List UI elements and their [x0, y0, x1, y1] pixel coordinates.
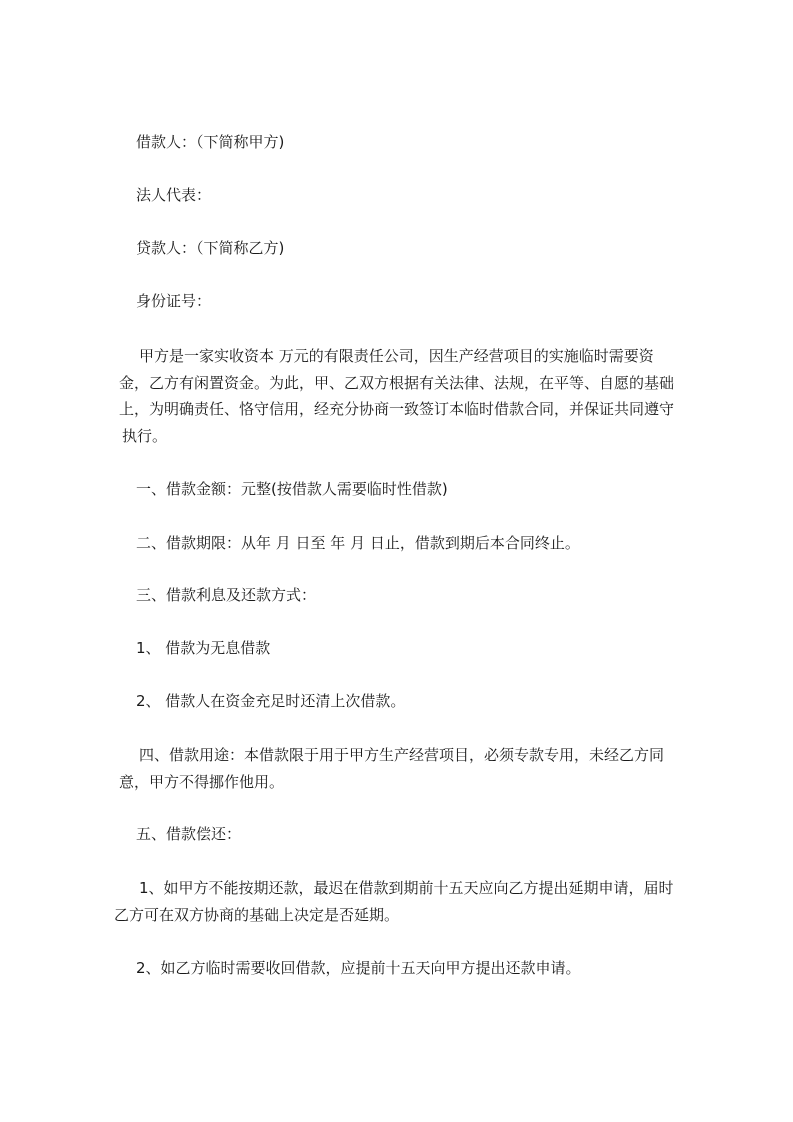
clause-interest-item-2: 2、 借款人在资金充足时还清上次借款。: [136, 692, 406, 710]
id-number-line: 身份证号：: [136, 292, 212, 310]
clause-purpose-line-1: 四、借款用途：本借款限于用于甲方生产经营项目，必须专款专用，未经乙方同: [139, 746, 665, 764]
intro-line-3: 上，为明确责任、恪守信用，经充分协商一致签订本临时借款合同，并保证共同遵守: [119, 400, 675, 418]
clause-interest-item-1: 1、 借款为无息借款: [136, 639, 271, 657]
clause-interest-title: 三、借款利息及还款方式：: [136, 586, 317, 604]
clause-amount: 一、借款金额：元整(按借款人需要临时性借款): [136, 480, 448, 498]
clause-term: 二、借款期限：从年 月 日至 年 月 日止，借款到期后本合同终止。: [136, 534, 580, 552]
clause-repayment-title: 五、借款偿还：: [136, 825, 242, 843]
legal-representative-line: 法人代表：: [136, 186, 212, 204]
clause-repayment-item-1-line-2: 乙方可在双方协商的基础上决定是否延期。: [114, 906, 400, 924]
intro-line-4: 执行。: [122, 427, 168, 445]
clause-repayment-item-2: 2、如乙方临时需要收回借款，应提前十五天向甲方提出还款申请。: [136, 959, 581, 977]
clause-repayment-item-1-line-1: 1、如甲方不能按期还款，最迟在借款到期前十五天应向乙方提出延期申请，届时: [139, 879, 674, 897]
lender-line: 贷款人：（下简称乙方): [136, 239, 285, 257]
borrower-line: 借款人：（下简称甲方): [136, 133, 285, 151]
intro-line-1: 甲方是一家实收资本 万元的有限责任公司，因生产经营项目的实施临时需要资: [139, 347, 654, 365]
clause-purpose-line-2: 意，甲方不得挪作他用。: [119, 773, 285, 791]
intro-line-2: 金，乙方有闲置资金。为此，甲、乙双方根据有关法律、法规，在平等、自愿的基础: [119, 374, 675, 392]
